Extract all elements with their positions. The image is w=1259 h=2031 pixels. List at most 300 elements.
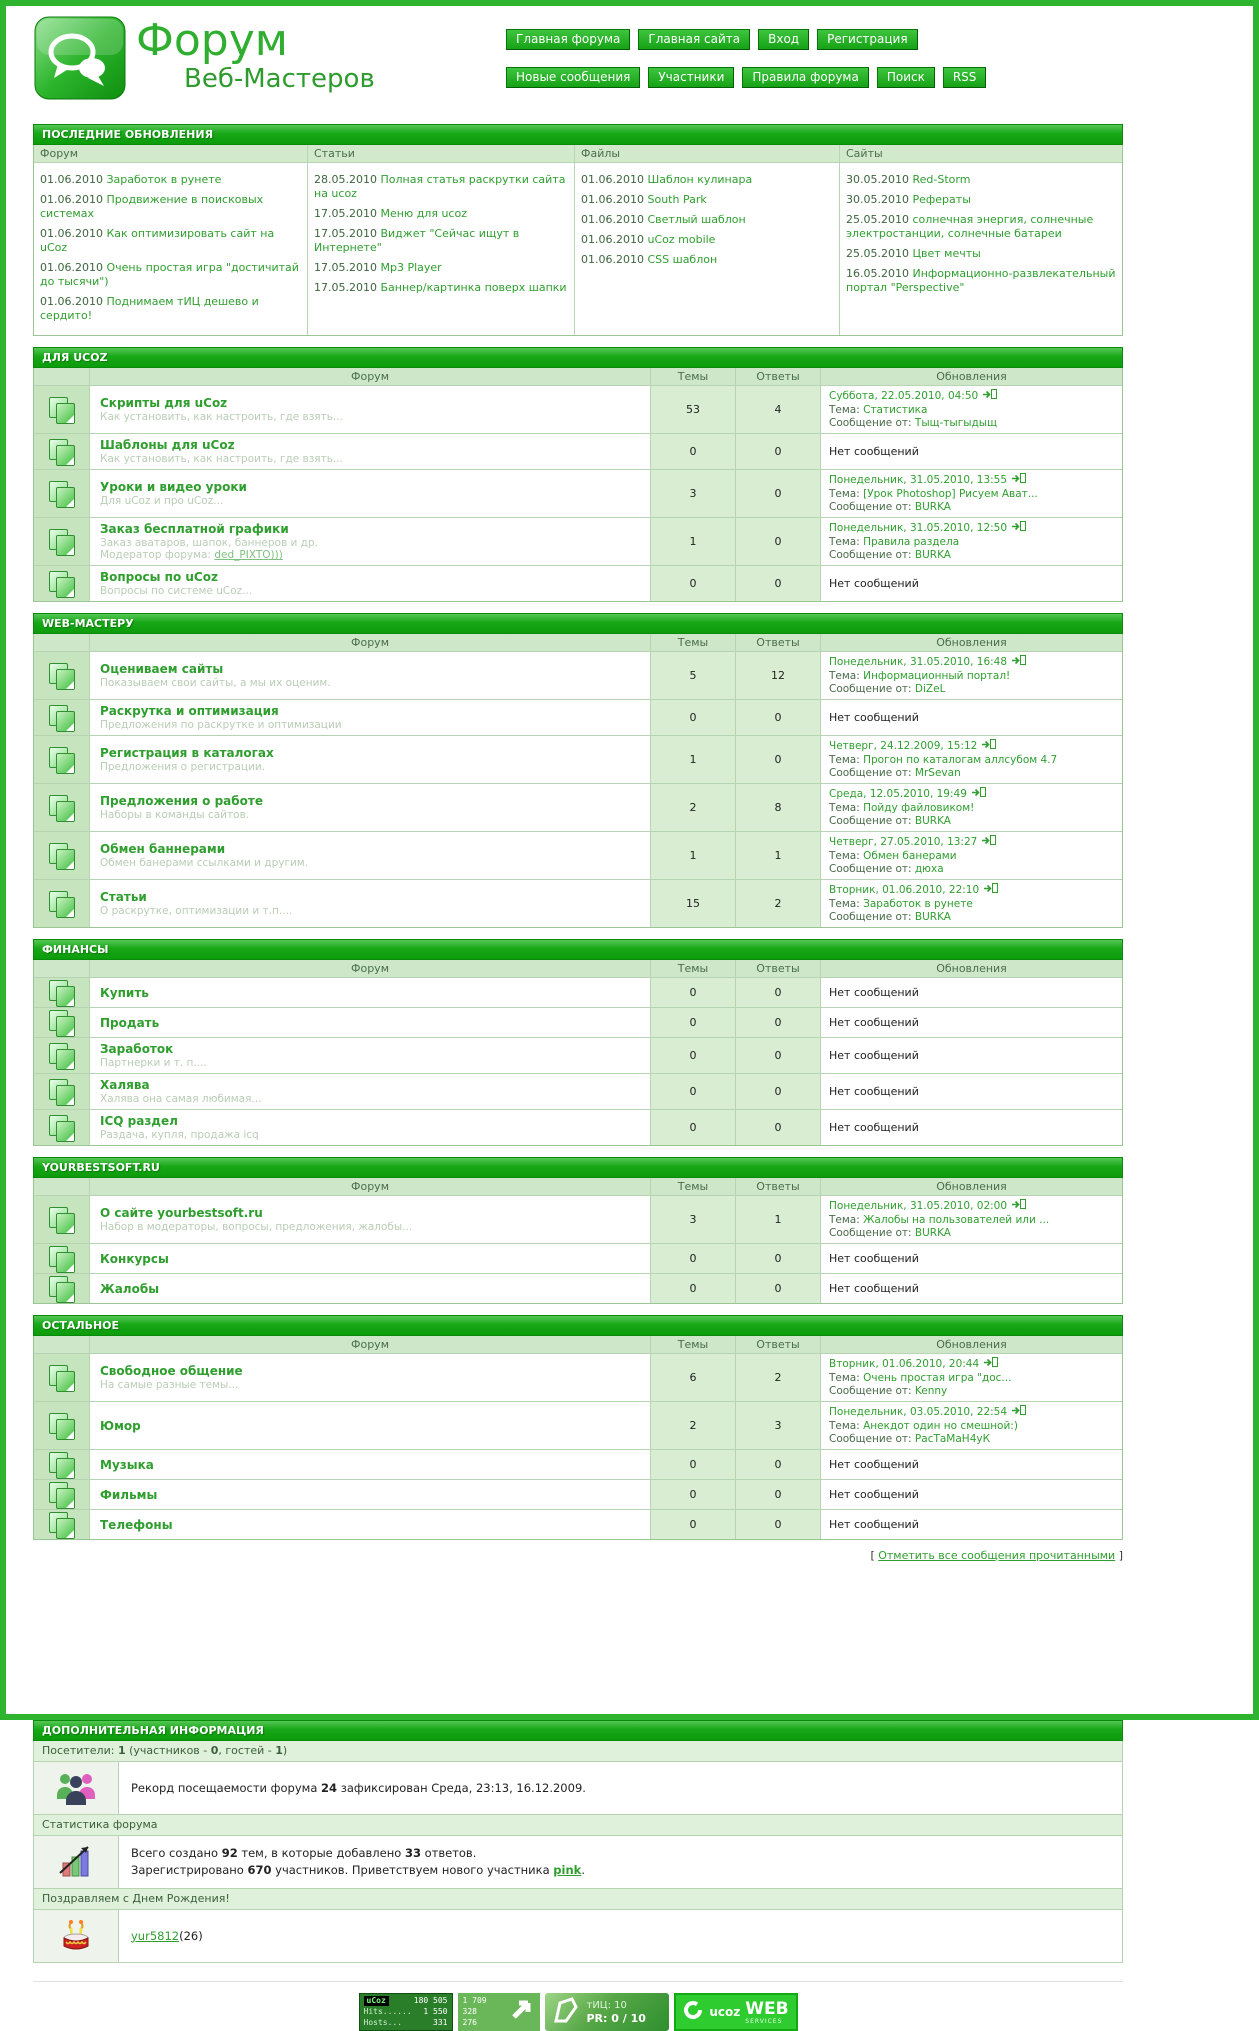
forum-description: Обмен банерами ссылками и другим. xyxy=(100,857,309,869)
goto-post-icon[interactable] xyxy=(1011,1201,1026,1213)
section-title-bar: ДЛЯ UCOZ xyxy=(33,347,1123,368)
forum-updates-cell xyxy=(820,978,1122,1007)
forum-icon-cell xyxy=(34,1074,89,1109)
replies-count: 0 xyxy=(735,1244,820,1273)
last-post-topic-link[interactable]: Статистика xyxy=(863,404,928,416)
forum-icon-cell xyxy=(34,1354,89,1401)
ucoz-hit-counter[interactable]: uCoz 180 505 Hits...... 1 550 Hosts... 331 xyxy=(359,1993,453,2031)
update-date: 01.06.2010 xyxy=(581,213,648,226)
topics-count: 0 xyxy=(650,1450,735,1479)
forum-updates-cell xyxy=(820,1244,1122,1273)
update-link[interactable]: CSS шаблон xyxy=(647,253,718,266)
forum-link[interactable]: Статьи xyxy=(100,890,147,904)
last-post-topic-link[interactable]: Прогон по каталогам аллсубом 4.7 xyxy=(863,754,1058,766)
goto-post-icon[interactable] xyxy=(982,391,997,403)
latest-updates-title-bar: ПОСЛЕДНИЕ ОБНОВЛЕНИЯ xyxy=(33,124,1123,145)
forum-row xyxy=(34,1195,1122,1243)
bracket-open: [ xyxy=(870,1549,879,1562)
last-post-date-link[interactable]: Понедельник, 31.05.2010, 12:50 xyxy=(829,522,1008,534)
update-link[interactable]: Поднимаем тИЦ дешево и сердито! xyxy=(40,295,259,322)
last-post-author-link[interactable]: MrSevan xyxy=(914,767,961,779)
header-icon-cell xyxy=(34,1178,89,1195)
goto-post-icon[interactable] xyxy=(983,1359,998,1371)
last-post-author-line xyxy=(829,1227,1114,1240)
nav-button[interactable]: Вход xyxy=(758,29,809,50)
no-messages-label: Нет сообщений xyxy=(829,577,919,590)
forum-link[interactable]: Купить xyxy=(100,985,149,1000)
mark-all-read xyxy=(33,1549,1123,1562)
forum-name-cell xyxy=(89,1110,650,1145)
goto-post-icon[interactable] xyxy=(983,885,998,897)
section-title-bar: YOURBESTSOFT.RU xyxy=(33,1157,1123,1178)
topic-label: Тема: xyxy=(829,488,864,500)
forum-row xyxy=(34,831,1122,879)
forum-link[interactable]: Раскрутка и оптимизация xyxy=(100,704,279,718)
topics-count: 53 xyxy=(650,386,735,433)
forum-stats-text xyxy=(119,1836,1122,1888)
forum-name-cell xyxy=(89,1480,650,1509)
last-post-author-line xyxy=(829,911,1114,924)
last-post-author-line xyxy=(829,417,1114,430)
forum-row xyxy=(34,977,1122,1007)
no-messages-label: Нет сообщений xyxy=(829,445,919,458)
update-item xyxy=(40,295,301,323)
update-link[interactable]: Информационно-развлекательный портал "Perspective" xyxy=(846,267,1116,294)
last-post-date-line xyxy=(829,787,1114,802)
update-date: 01.06.2010 xyxy=(40,227,107,240)
forum-link[interactable]: Свободное общение xyxy=(100,1364,243,1378)
topics-count: 2 xyxy=(650,784,735,831)
forum-description: Партнерки и т. п.... xyxy=(100,1057,207,1069)
forum-icon-cell xyxy=(34,700,89,735)
goto-post-icon[interactable] xyxy=(1011,475,1026,487)
author-label: Сообщение от: xyxy=(829,1433,915,1445)
last-post-author-line xyxy=(829,767,1114,780)
topics-count: 0 xyxy=(650,434,735,469)
update-link[interactable]: Полная статья раскрутки сайта на ucoz xyxy=(314,173,566,200)
updates-column-body xyxy=(308,163,574,307)
replies-count: 0 xyxy=(735,978,820,1007)
updates-column-body xyxy=(575,163,839,279)
forum-row xyxy=(34,385,1122,433)
update-item xyxy=(40,261,301,289)
topics-count: 0 xyxy=(650,700,735,735)
last-post-topic-line xyxy=(829,1372,1114,1385)
forum-link[interactable]: Юмор xyxy=(100,1418,141,1433)
header-forum-label: Форум xyxy=(89,1336,650,1353)
forum-link[interactable]: Музыка xyxy=(100,1457,154,1472)
update-item xyxy=(314,261,568,275)
mark-all-read-link[interactable]: Отметить все сообщения прочитанными xyxy=(878,1549,1116,1562)
update-item xyxy=(846,173,1116,187)
birthday-text xyxy=(119,1910,1122,1962)
forum-icon-cell xyxy=(34,1402,89,1449)
pencil-icon xyxy=(552,1997,580,2027)
goto-post-icon[interactable] xyxy=(981,837,996,849)
topic-label: Тема: xyxy=(829,1214,864,1226)
info-text-segment: Рекорд посещаемости форума xyxy=(131,1780,322,1795)
header-replies-label: Ответы xyxy=(735,634,820,651)
last-post-date-link[interactable]: Четверг, 24.12.2009, 15:12 xyxy=(829,740,978,752)
last-post-author-link[interactable]: BURKA xyxy=(914,1227,951,1239)
update-date: 25.05.2010 xyxy=(846,213,913,226)
last-post-author-link[interactable]: Тыщ-тыгыдыщ xyxy=(914,417,997,429)
topics-count: 2 xyxy=(650,1402,735,1449)
forum-pages-icon xyxy=(48,979,76,1007)
update-date: 01.06.2010 xyxy=(581,253,648,266)
goto-post-icon[interactable] xyxy=(971,789,986,801)
replies-count: 0 xyxy=(735,434,820,469)
update-item xyxy=(40,193,301,221)
section-title-bar: WEB-МАСТЕРУ xyxy=(33,613,1123,634)
forum-description: Заказ аватаров, шапок, баннеров и др. xyxy=(100,537,318,549)
author-label: Сообщение от: xyxy=(829,863,915,875)
last-post-topic-link[interactable]: Анекдот один но смешной:) xyxy=(863,1420,1018,1432)
last-post-topic-link[interactable]: Обмен банерами xyxy=(863,850,957,862)
forum-link[interactable]: Фильмы xyxy=(100,1487,158,1502)
author-label: Сообщение от: xyxy=(829,911,915,923)
last-post-topic-link[interactable]: Заработок в рунете xyxy=(863,898,973,910)
forum-stats-row xyxy=(33,1836,1123,1889)
last-post-author-line xyxy=(829,549,1114,562)
forum-link[interactable]: Регистрация в каталогах xyxy=(100,746,274,760)
header-forum-label: Форум xyxy=(89,1178,650,1195)
forum-name-cell xyxy=(89,1402,650,1449)
nav-button[interactable]: Участники xyxy=(648,67,734,88)
author-label: Сообщение от: xyxy=(829,1227,915,1239)
last-post-topic-line xyxy=(829,670,1114,683)
nav-button[interactable]: Новые сообщения xyxy=(506,67,640,88)
nav-button[interactable]: Правила форума xyxy=(742,67,868,88)
forum-row xyxy=(34,651,1122,699)
last-post-topic-line xyxy=(829,802,1114,815)
last-post-date-link[interactable]: Среда, 12.05.2010, 19:49 xyxy=(829,788,967,800)
update-link[interactable]: Как оптимизировать сайт на uCoz xyxy=(40,227,275,254)
nav-row-1 xyxy=(506,28,1206,50)
forum-link[interactable]: Халява xyxy=(100,1078,150,1092)
forum-logo-icon xyxy=(34,16,126,104)
replies-count: 0 xyxy=(735,566,820,601)
forum-table-header xyxy=(34,960,1122,977)
last-post-date-link[interactable]: Понедельник, 31.05.2010, 02:00 xyxy=(829,1200,1008,1212)
forum-moderator-line: Модератор форума: ded_PIXTO))) xyxy=(100,549,283,561)
forum-icon-cell xyxy=(34,1274,89,1303)
topic-label: Тема: xyxy=(829,802,864,814)
forum-row xyxy=(34,1449,1122,1479)
update-link[interactable]: Светлый шаблон xyxy=(647,213,746,226)
info-text-segment: Зарегистрировано xyxy=(131,1863,248,1877)
goto-post-icon[interactable] xyxy=(1011,1407,1026,1419)
update-link[interactable]: Очень простая игра "достичитай до тысячи") xyxy=(40,261,299,288)
last-post-topic-link[interactable]: Правила раздела xyxy=(863,536,960,548)
last-post-author-line xyxy=(829,501,1114,514)
update-link[interactable]: Шаблон кулинара xyxy=(647,173,753,186)
update-date: 01.06.2010 xyxy=(581,173,648,186)
update-link[interactable]: South Park xyxy=(647,193,707,206)
forum-name-cell xyxy=(89,652,650,699)
replies-count: 0 xyxy=(735,1038,820,1073)
forum-link[interactable]: Заработок xyxy=(100,1042,174,1056)
update-link[interactable]: Цвет мечты xyxy=(912,247,981,260)
info-text-segment: тем, в которые добавлено xyxy=(237,1846,405,1860)
no-messages-label: Нет сообщений xyxy=(829,1016,919,1029)
last-post-topic-link[interactable]: Пойду файловиком! xyxy=(863,802,975,814)
forum-link[interactable]: Продать xyxy=(100,1015,160,1030)
update-item xyxy=(846,247,1116,261)
header-updates-label: Обновления xyxy=(820,960,1122,977)
forum-link[interactable]: Уроки и видео уроки xyxy=(100,480,247,494)
forum-link[interactable]: Обмен баннерами xyxy=(100,842,226,856)
forum-updates-cell xyxy=(820,880,1122,927)
site-title-block xyxy=(136,15,375,94)
update-link[interactable]: uCoz mobile xyxy=(647,233,716,246)
last-post-author-line xyxy=(829,1385,1114,1398)
last-post-author-link[interactable]: дюха xyxy=(914,863,944,875)
last-post-date-line xyxy=(829,883,1114,898)
topics-count: 0 xyxy=(650,566,735,601)
replies-count: 0 xyxy=(735,1510,820,1539)
author-label: Сообщение от: xyxy=(829,417,915,429)
forum-stats-title: Статистика форума xyxy=(33,1815,1123,1836)
update-link[interactable]: Продвижение в поисковых системах xyxy=(40,193,264,220)
info-text-segment: ответов. xyxy=(420,1846,477,1860)
update-link[interactable]: Рефераты xyxy=(912,193,971,206)
author-label: Сообщение от: xyxy=(829,767,915,779)
forum-link[interactable]: Предложения о работе xyxy=(100,794,263,808)
forum-link[interactable]: О сайте yourbestsoft.ru xyxy=(100,1206,263,1220)
last-post-author-link[interactable]: BURKA xyxy=(914,911,951,923)
update-link[interactable]: Меню для ucoz xyxy=(380,207,467,220)
footer-badges xyxy=(33,1982,1123,2031)
forum-name-cell xyxy=(89,832,650,879)
forum-description: Как установить, как настроить, где взять... xyxy=(100,411,343,423)
visitors-line xyxy=(33,1741,1123,1762)
last-post-author-link[interactable]: DiZeL xyxy=(914,683,946,695)
info-text-segment: Посетители: xyxy=(42,1744,118,1757)
forum-updates-cell xyxy=(820,434,1122,469)
replies-count: 0 xyxy=(735,470,820,517)
forum-row xyxy=(34,565,1122,601)
update-item xyxy=(40,173,301,187)
forum-description: На самые разные темы... xyxy=(100,1379,239,1391)
forum-name-cell xyxy=(89,518,650,565)
replies-count: 1 xyxy=(735,832,820,879)
pr-value: PR: 0 / 10 xyxy=(586,2011,646,2025)
header-icon-cell xyxy=(34,1336,89,1353)
update-link[interactable]: Заработок в рунете xyxy=(106,173,222,186)
goto-post-icon[interactable] xyxy=(981,741,996,753)
last-post-date-link[interactable]: Понедельник, 31.05.2010, 13:55 xyxy=(829,474,1008,486)
last-post-topic-line xyxy=(829,488,1114,501)
forum-icon-cell xyxy=(34,978,89,1007)
forum-icon-cell xyxy=(34,1480,89,1509)
latest-updates-block xyxy=(33,124,1123,336)
forum-link[interactable]: Оцениваем сайты xyxy=(100,662,224,676)
yandex-tic-badge[interactable] xyxy=(545,1993,669,2031)
header-topics-label: Темы xyxy=(650,368,735,385)
forum-updates-cell xyxy=(820,736,1122,783)
last-post-topic-link[interactable]: Информационный портал! xyxy=(863,670,1011,682)
header-topics-label: Темы xyxy=(650,1178,735,1195)
replies-count: 4 xyxy=(735,386,820,433)
topics-count: 6 xyxy=(650,1354,735,1401)
updates-column-header: Форум xyxy=(34,145,307,163)
nav-button[interactable]: Главная форума xyxy=(506,29,630,50)
visitors-record-row xyxy=(33,1762,1123,1815)
forum-icon-cell xyxy=(34,1110,89,1145)
forum-icon-cell xyxy=(34,518,89,565)
forum-pages-icon xyxy=(48,528,76,556)
header-replies-label: Ответы xyxy=(735,960,820,977)
forum-row xyxy=(34,1401,1122,1449)
update-link[interactable]: Mp3 Player xyxy=(380,261,442,274)
last-post-author-link[interactable]: РасТаМаН4уК xyxy=(914,1433,991,1445)
forum-updates-cell xyxy=(820,1450,1122,1479)
forum-row xyxy=(34,1509,1122,1539)
forum-icon-cell xyxy=(34,386,89,433)
forum-icon-cell xyxy=(34,566,89,601)
last-post-topic-line xyxy=(829,536,1114,549)
last-post-date-link[interactable]: Вторник, 01.06.2010, 22:10 xyxy=(829,884,980,896)
forum-icon-cell xyxy=(34,880,89,927)
forum-updates-cell xyxy=(820,386,1122,433)
forum-description: Для uCoz и про uCoz... xyxy=(100,495,224,507)
forum-pages-icon xyxy=(48,662,76,690)
last-post-author-link[interactable]: BURKA xyxy=(914,549,951,561)
forum-pages-icon xyxy=(48,570,76,598)
info-text-segment: ) xyxy=(282,1744,288,1757)
last-post-date-link[interactable]: Понедельник, 31.05.2010, 16:48 xyxy=(829,656,1008,668)
last-post-topic-link[interactable]: [Урок Photoshop] Рисуем Ават... xyxy=(863,488,1038,500)
nav-button[interactable]: Регистрация xyxy=(817,29,917,50)
forum-link[interactable]: Шаблоны для uCoz xyxy=(100,438,235,452)
update-link[interactable]: Баннер/картинка поверх шапки xyxy=(380,281,567,294)
last-post-date-line xyxy=(829,739,1114,754)
last-post-date-line xyxy=(829,389,1114,404)
last-post-date-link[interactable]: Понедельник, 03.05.2010, 22:54 xyxy=(829,1406,1008,1418)
info-number: 92 xyxy=(221,1846,238,1860)
visitor-stats-counter[interactable]: 1 709 328 276 xyxy=(458,1993,540,2031)
update-link[interactable]: солнечная энергия, солнечные электростанции, солнечные батареи xyxy=(846,213,1094,240)
birthday-user-link[interactable]: yur5812 xyxy=(131,1928,180,1943)
last-post-date-link[interactable]: Четверг, 27.05.2010, 13:27 xyxy=(829,836,978,848)
forum-name-cell xyxy=(89,1038,650,1073)
topics-count: 0 xyxy=(650,1110,735,1145)
new-member-link[interactable]: pink xyxy=(553,1863,582,1877)
last-post-author-link[interactable]: BURKA xyxy=(914,501,951,513)
last-post-author-link[interactable]: BURKA xyxy=(914,815,951,827)
goto-post-icon[interactable] xyxy=(1011,523,1026,535)
forum-updates-cell xyxy=(820,1110,1122,1145)
header-replies-label: Ответы xyxy=(735,1336,820,1353)
update-item xyxy=(846,213,1116,241)
info-number: 670 xyxy=(247,1863,272,1877)
nav-button[interactable]: Поиск xyxy=(877,67,935,88)
replies-count: 2 xyxy=(735,1354,820,1401)
replies-count: 0 xyxy=(735,518,820,565)
update-link[interactable]: Виджет "Сейчас ищут в Интернете" xyxy=(314,227,520,254)
update-item xyxy=(314,227,568,255)
forum-link[interactable]: Вопросы по uCoz xyxy=(100,570,218,584)
update-item xyxy=(314,207,568,221)
ucoz-web-services-badge[interactable]: ucoz WEB SERVICES xyxy=(674,1993,798,2031)
last-post-topic-link[interactable]: Жалобы на пользователей или ... xyxy=(863,1214,1050,1226)
last-post-author-link[interactable]: Kenny xyxy=(914,1385,948,1397)
topics-count: 0 xyxy=(650,1244,735,1273)
forum-link[interactable]: Скрипты для uCoz xyxy=(100,396,228,410)
site-title: Форум xyxy=(136,15,288,66)
forum-icon-cell xyxy=(34,1196,89,1243)
forum-link[interactable]: ICQ раздел xyxy=(100,1114,178,1128)
last-post-topic-line xyxy=(829,850,1114,863)
forum-section xyxy=(33,1315,1123,1540)
forum-pages-icon xyxy=(48,1412,76,1440)
main-content xyxy=(33,124,1123,2031)
forum-pages-icon xyxy=(48,1511,76,1539)
topics-count: 3 xyxy=(650,1196,735,1243)
update-link[interactable]: Red-Storm xyxy=(912,173,971,186)
update-item xyxy=(581,253,833,267)
forum-icon-cell xyxy=(34,736,89,783)
header-replies-label: Ответы xyxy=(735,1178,820,1195)
topics-count: 0 xyxy=(650,1274,735,1303)
header-forum-label: Форум xyxy=(89,634,650,651)
last-post-author-line xyxy=(829,1433,1114,1446)
forum-pages-icon xyxy=(48,1451,76,1479)
header-updates-label: Обновления xyxy=(820,634,1122,651)
forum-section xyxy=(33,613,1123,928)
bracket-close: ] xyxy=(1115,1549,1123,1562)
update-date: 01.06.2010 xyxy=(40,193,107,206)
nav-button[interactable]: Главная сайта xyxy=(638,29,750,50)
forum-link[interactable]: Телефоны xyxy=(100,1517,173,1532)
moderator-link[interactable]: ded_PIXTO))) xyxy=(214,549,283,561)
info-number: 24 xyxy=(321,1780,338,1795)
nav-button[interactable]: RSS xyxy=(943,67,987,88)
goto-post-icon[interactable] xyxy=(1011,657,1026,669)
forum-description: Предложения по раскрутке и оптимизации xyxy=(100,719,342,731)
last-post-date-link[interactable]: Вторник, 01.06.2010, 20:44 xyxy=(829,1358,980,1370)
latest-updates-table xyxy=(33,145,1123,336)
topic-label: Тема: xyxy=(829,404,864,416)
update-date: 17.05.2010 xyxy=(314,281,381,294)
topics-count: 15 xyxy=(650,880,735,927)
topic-label: Тема: xyxy=(829,898,864,910)
topics-count: 0 xyxy=(650,1074,735,1109)
forum-row xyxy=(34,1353,1122,1401)
info-number: 0 xyxy=(210,1744,219,1757)
forum-pages-icon xyxy=(48,1206,76,1234)
birthday-title: Поздравляем с Днем Рождения! xyxy=(33,1889,1123,1910)
last-post-topic-link[interactable]: Очень простая игра "дос... xyxy=(863,1372,1012,1384)
replies-count: 8 xyxy=(735,784,820,831)
birthday-age: (26) xyxy=(179,1928,203,1943)
forum-link[interactable]: Конкурсы xyxy=(100,1251,169,1266)
forum-table xyxy=(33,960,1123,1146)
arrow-up-right-icon xyxy=(509,1996,535,2028)
forum-updates-cell xyxy=(820,700,1122,735)
forum-name-cell xyxy=(89,470,650,517)
header-forum-label: Форум xyxy=(89,960,650,977)
last-post-date-link[interactable]: Суббота, 22.05.2010, 04:50 xyxy=(829,390,979,402)
no-messages-label: Нет сообщений xyxy=(829,1282,919,1295)
counter-brand: uCoz xyxy=(364,1996,389,2006)
update-item xyxy=(314,173,568,201)
forum-link[interactable]: Заказ бесплатной графики xyxy=(100,522,289,536)
updates-column xyxy=(574,145,839,335)
forum-link[interactable]: Жалобы xyxy=(100,1281,160,1296)
update-date: 28.05.2010 xyxy=(314,173,381,186)
